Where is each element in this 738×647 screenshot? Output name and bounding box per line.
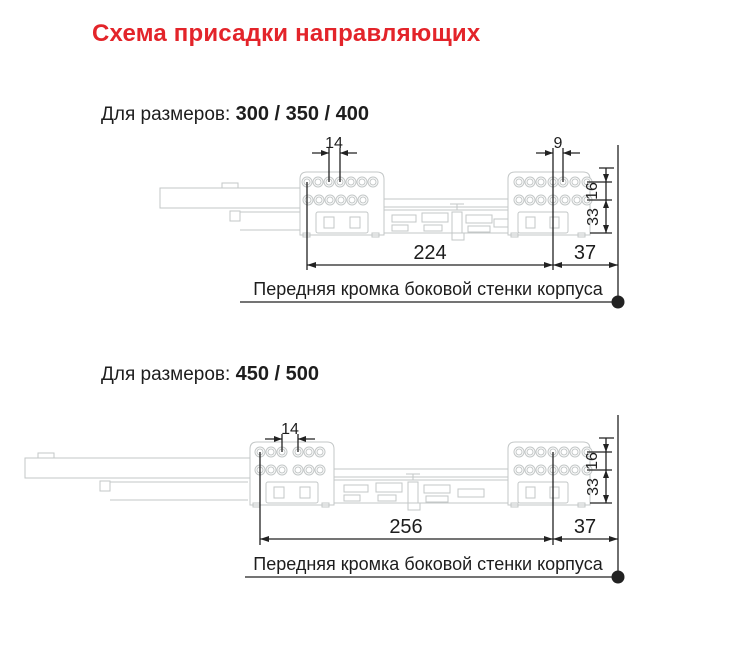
- slide-drawing: [25, 442, 592, 510]
- dim-hole-pitch-front: 14: [325, 135, 343, 152]
- dim-length: 224: [413, 242, 447, 264]
- dim-hole-pitch-front: 14: [281, 421, 299, 438]
- rail-bar: [25, 458, 253, 478]
- dim-bottom-offset: 33: [585, 208, 602, 226]
- page-title: Схема присадки направляющих: [92, 20, 481, 47]
- drilling-diagram-450-500: [0, 400, 738, 600]
- drilling-diagram-300-350-400: [0, 130, 738, 315]
- slide-drawing: [160, 172, 592, 240]
- dim-hole-pitch-rear: 9: [553, 135, 563, 152]
- dim-edge-offset: 37: [573, 242, 597, 264]
- dim-bottom-offset: 33: [585, 478, 602, 496]
- dim-row-spacing: 16: [584, 452, 601, 470]
- edge-label: Передняя кромка боковой стенки корпуса: [253, 554, 603, 574]
- dim-edge-offset: 37: [573, 516, 597, 538]
- rail-bar: [160, 188, 308, 208]
- size-caption-label: Для размеров:: [101, 364, 231, 385]
- size-caption-300-350-400: [101, 103, 369, 126]
- edge-reference-dot: [612, 296, 625, 309]
- edge-label: Передняя кромка боковой стенки корпуса: [253, 279, 603, 299]
- size-caption-values: 300 / 350 / 400: [235, 103, 370, 125]
- edge-reference-dot: [612, 571, 625, 584]
- dim-row-spacing: 16: [584, 182, 601, 200]
- size-caption-values: 450 / 500: [235, 363, 319, 385]
- size-caption-label: Для размеров:: [101, 104, 231, 125]
- dim-length: 256: [389, 516, 423, 538]
- size-caption-450-500: [101, 363, 319, 386]
